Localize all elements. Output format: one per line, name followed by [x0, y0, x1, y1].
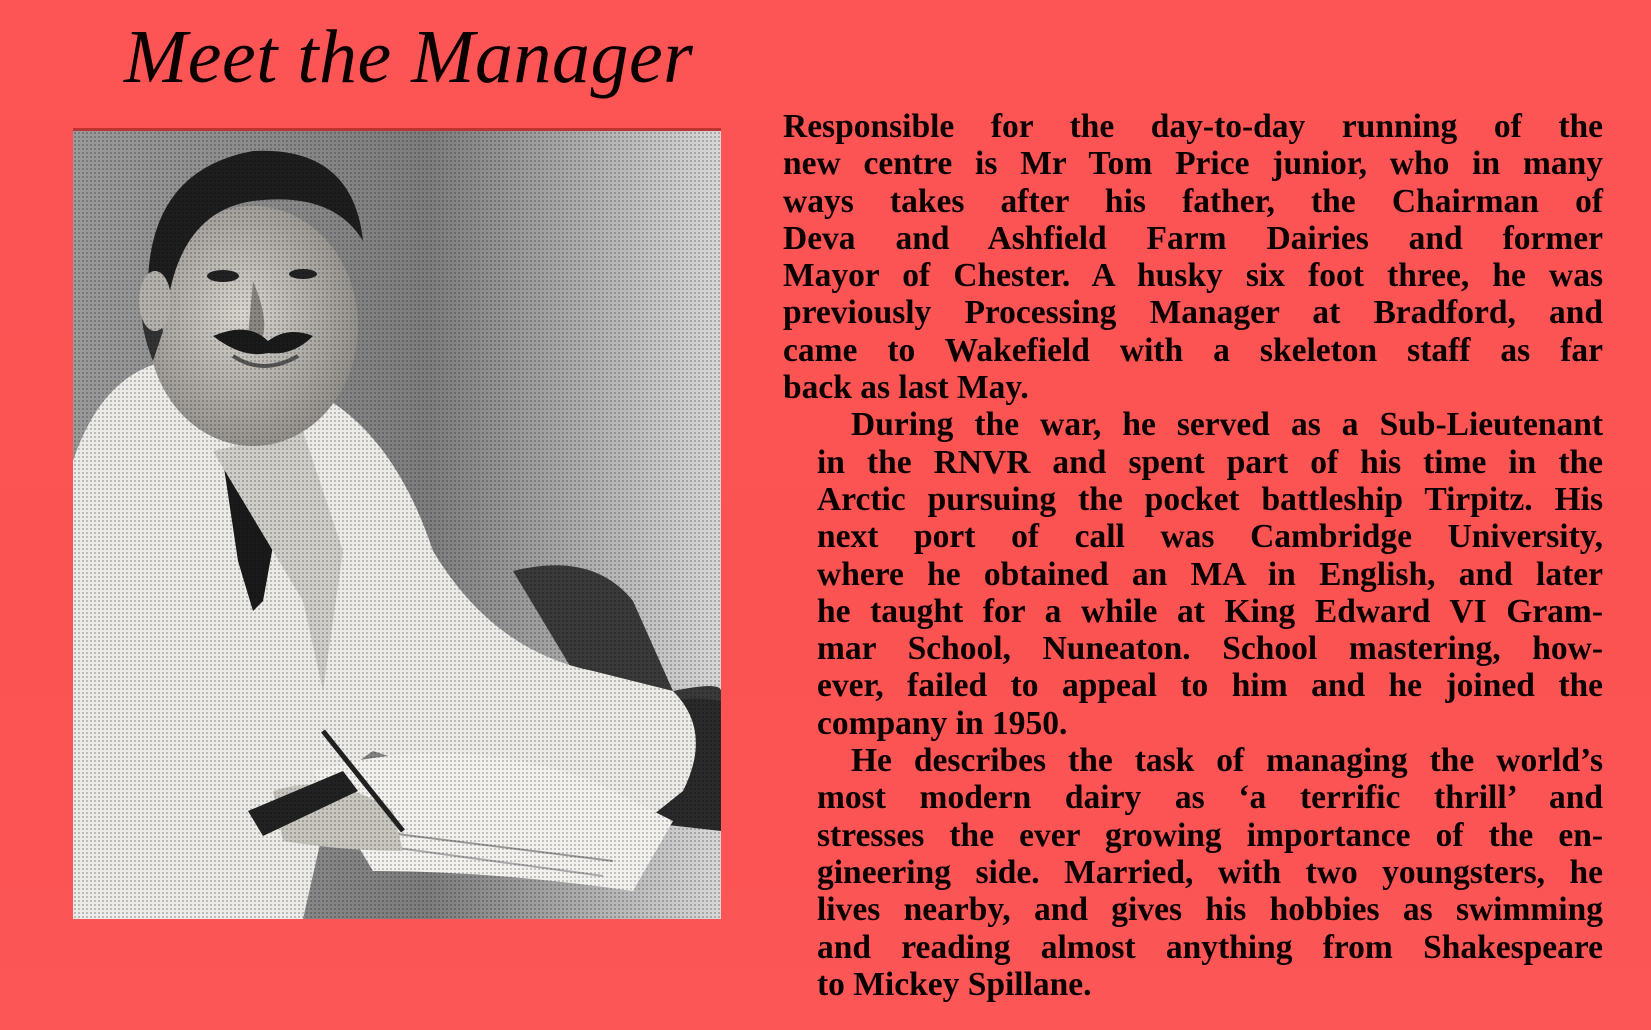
- text-line: lives nearby, and gives his hobbies as swimming: [817, 891, 1603, 929]
- text-line: came to Wakefield with a skeleton staff as far: [783, 331, 1603, 369]
- text-line: most modern dairy as ‘a terrific thrill’ and: [817, 779, 1603, 817]
- text-line: where he obtained an MA in English, and later: [817, 555, 1603, 593]
- text-line: Arctic pursuing the pocket battleship Tirpitz. His: [817, 480, 1603, 518]
- text-line: new centre is Mr Tom Price junior, who in many: [783, 145, 1603, 183]
- page-title: Meet the Manager: [124, 15, 694, 99]
- text-line: gineering side. Married, with two youngsters, he: [817, 853, 1603, 891]
- text-line: ever, failed to appeal to him and he joined the: [817, 667, 1603, 705]
- article-paragraph-1: [783, 108, 1603, 406]
- text-line: Responsible for the day-to-day running of the: [783, 108, 1603, 145]
- text-line: ways takes after his father, the Chairman of: [783, 182, 1603, 220]
- text-line: in the RNVR and spent part of his time in the: [817, 443, 1603, 481]
- text-line: to Mickey Spillane.: [817, 965, 1092, 1003]
- text-line: He describes the task of managing the world’s: [851, 742, 1603, 780]
- text-line: previously Processing Manager at Bradford, and: [783, 294, 1603, 332]
- text-line: mar School, Nuneaton. School mastering, how-: [817, 630, 1603, 668]
- article-body: [783, 108, 1603, 1003]
- text-line: company in 1950.: [817, 704, 1068, 742]
- text-line: back as last May.: [783, 369, 1029, 407]
- text-line: Deva and Ashfield Farm Dairies and former: [783, 219, 1603, 257]
- manager-portrait-photo: [73, 128, 721, 919]
- article-paragraph-3: [783, 742, 1603, 1003]
- text-line: next port of call was Cambridge University,: [817, 518, 1603, 556]
- portrait-photo-icon: [73, 131, 721, 919]
- text-line: he taught for a while at King Edward VI Gram-: [817, 592, 1603, 630]
- text-line: and reading almost anything from Shakespeare: [817, 928, 1603, 966]
- text-line: stresses the ever growing importance of the en-: [817, 816, 1603, 854]
- text-line: Mayor of Chester. A husky six foot three, he was: [783, 257, 1603, 295]
- article-paragraph-2: [783, 406, 1603, 742]
- text-line: During the war, he served as a Sub-Lieutenant: [851, 406, 1603, 444]
